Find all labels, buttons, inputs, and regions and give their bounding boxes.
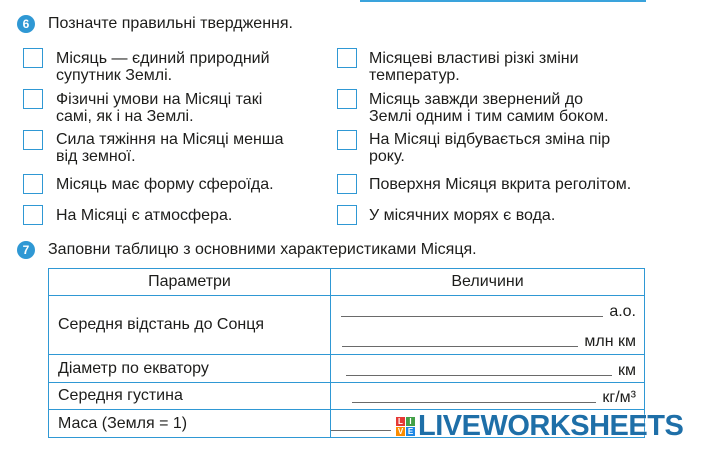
param-equator-diameter: Діаметр по екватору xyxy=(49,355,331,383)
statement-checkbox[interactable] xyxy=(23,174,43,194)
statement-text-line: На Місяці відбувається зміна пір xyxy=(369,131,611,148)
answer-blank[interactable] xyxy=(341,315,603,317)
task-7-number-badge: 7 xyxy=(17,241,35,259)
param-distance-to-sun: Середня відстань до Сонця xyxy=(49,296,331,355)
header-parameters: Параметри xyxy=(49,269,331,296)
statement-text-line: року. xyxy=(369,148,405,165)
statement-checkbox[interactable] xyxy=(23,89,43,109)
logo-letter: I xyxy=(406,417,415,426)
liveworksheets-logo-icon xyxy=(396,417,415,436)
statement-text-line: температур. xyxy=(369,67,460,84)
statement-text-line: від земної. xyxy=(56,148,136,165)
answer-blank[interactable] xyxy=(342,345,578,347)
task-6-number-badge: 6 xyxy=(17,15,35,33)
unit-label: млн км xyxy=(584,333,636,350)
table-row xyxy=(49,355,645,383)
statement-text-line: Місяць має форму сфероїда. xyxy=(56,176,274,193)
statement-checkbox[interactable] xyxy=(23,205,43,225)
value-cell xyxy=(331,383,645,410)
unit-label: кг/м³ xyxy=(602,389,636,406)
statement-text-line: Місяць — єдиний природний xyxy=(56,50,270,67)
value-cell xyxy=(331,355,645,383)
answer-blank[interactable] xyxy=(352,401,596,403)
statement-text-line: Фізичні умови на Місяці такі xyxy=(56,91,263,108)
statement-text-line: Місяцеві властиві різкі зміни xyxy=(369,50,579,67)
statement-text-line: Землі одним і тим самим боком. xyxy=(369,108,609,125)
statement-text-line: самі, як і на Землі. xyxy=(56,108,194,125)
task-6-instruction: Позначте правильні твердження. xyxy=(48,15,293,32)
answer-blank[interactable] xyxy=(331,429,391,431)
logo-letter: L xyxy=(396,417,405,426)
unit-label: км xyxy=(618,361,636,379)
logo-letter: E xyxy=(407,427,414,436)
answer-blank[interactable] xyxy=(346,374,612,376)
unit-label: а.о. xyxy=(609,303,636,320)
liveworksheets-watermark xyxy=(396,410,683,443)
table-row xyxy=(49,296,645,355)
statement-text-line: Поверхня Місяця вкрита реголітом. xyxy=(369,176,632,193)
statement-checkbox[interactable] xyxy=(23,130,43,150)
value-cell xyxy=(331,296,645,355)
statement-checkbox[interactable] xyxy=(23,48,43,68)
statement-checkbox[interactable] xyxy=(337,130,357,150)
logo-letter: V xyxy=(397,427,404,436)
statement-checkbox[interactable] xyxy=(337,174,357,194)
statement-text-line: Сила тяжіння на Місяці менша xyxy=(56,131,284,148)
statement-checkbox[interactable] xyxy=(337,89,357,109)
statement-text-line: На Місяці є атмосфера. xyxy=(56,207,233,224)
watermark-text: LIVEWORKSHEETS xyxy=(418,410,684,442)
statement-checkbox[interactable] xyxy=(337,48,357,68)
statement-checkbox[interactable] xyxy=(337,205,357,225)
top-divider xyxy=(360,0,646,2)
statement-text-line: У місячних морях є вода. xyxy=(369,207,556,224)
param-mass: Маса (Земля = 1) xyxy=(49,410,331,438)
task-7-instruction: Заповни таблицю з основними характеристиками Місяця. xyxy=(48,241,477,258)
header-values: Величини xyxy=(331,269,645,296)
statement-text-line: супутник Землі. xyxy=(56,67,173,84)
param-mean-density: Середня густина xyxy=(49,383,331,410)
statement-text-line: Місяць завжди звернений до xyxy=(369,91,584,108)
table-header-row xyxy=(49,269,645,296)
table-row xyxy=(49,383,645,410)
